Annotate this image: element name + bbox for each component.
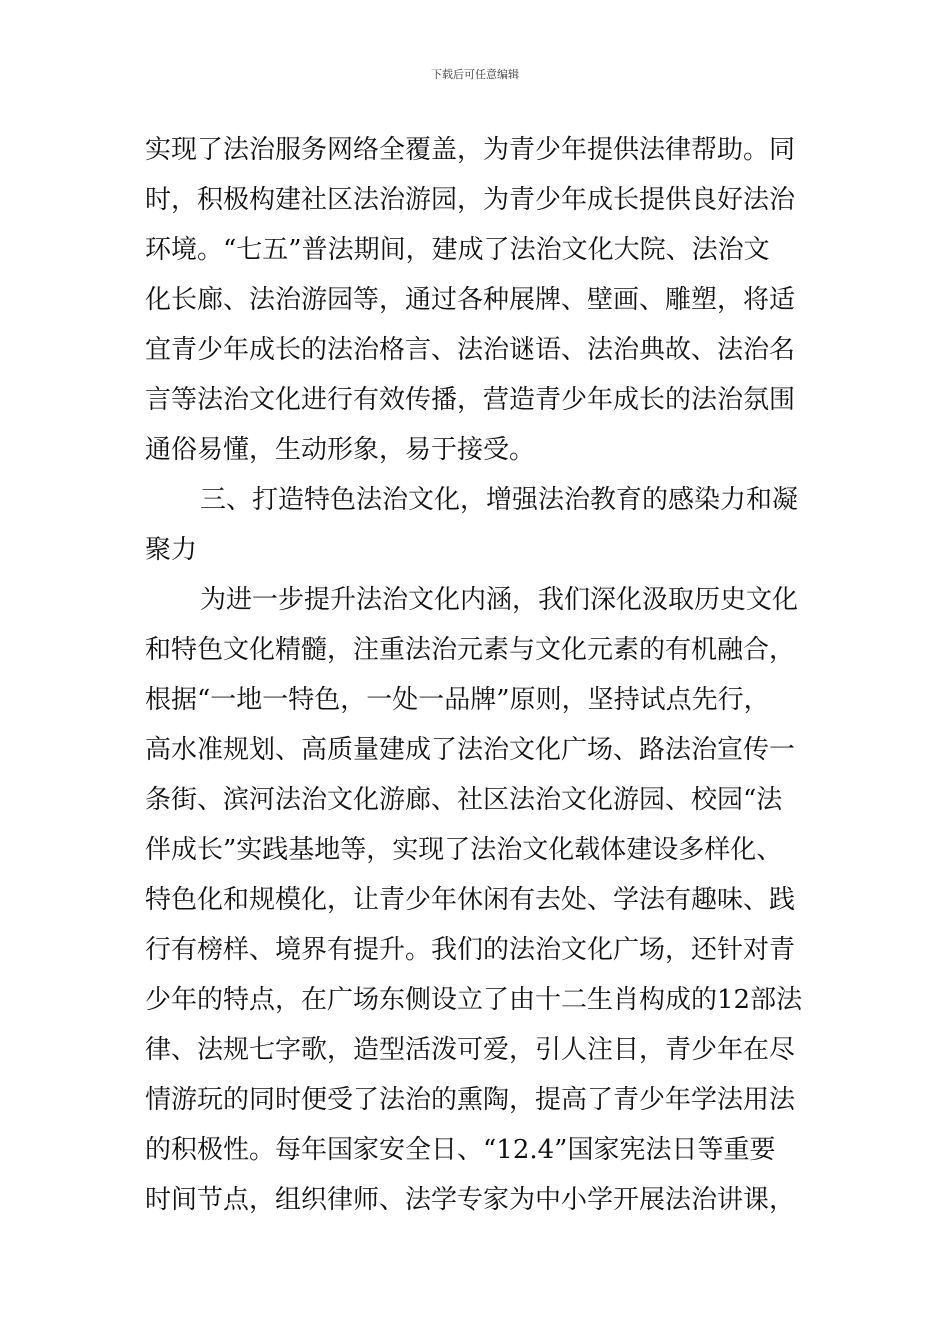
text-line: 根据“一地一特色，一处一品牌”原则，坚持试点先行， xyxy=(145,685,770,715)
text-line: 情游玩的同时便受了法治的熏陶，提高了青少年学法用法 xyxy=(145,1085,796,1115)
section-heading-cont: 聚力 xyxy=(145,535,198,565)
section-heading: 三、打造特色法治文化，增强法治教育的感染力和凝 xyxy=(200,485,799,515)
text-line: 的积极性。每年国家安全日、“12.4”国家宪法日等重要 xyxy=(145,1135,776,1165)
text-line: 通俗易懂，生动形象，易于接受。 xyxy=(145,435,536,465)
text-line: 高水准规划、高质量建成了法治文化广场、路法治宣传一 xyxy=(145,735,796,765)
header-note: 下载后可任意编辑 xyxy=(431,68,519,81)
text-line: 化长廊、法治游园等，通过各种展牌、壁画、雕塑，将适 xyxy=(145,285,796,315)
text-line: 特色化和规模化，让青少年休闲有去处、学法有趣味、践 xyxy=(145,885,796,915)
text-line: 言等法治文化进行有效传播，营造青少年成长的法治氛围 xyxy=(145,385,796,415)
text-line: 行有榜样、境界有提升。我们的法治文化广场，还针对青 xyxy=(145,935,796,965)
text-line: 环境。“七五”普法期间，建成了法治文化大院、法治文 xyxy=(145,235,770,265)
text-line: 伴成长”实践基地等，实现了法治文化载体建设多样化、 xyxy=(145,835,783,865)
text-line: 宜青少年成长的法治格言、法治谜语、法治典故、法治名 xyxy=(145,335,796,365)
text-line: 条街、滨河法治文化游廊、社区法治文化游园、校园“法 xyxy=(145,785,783,815)
text-line: 时，积极构建社区法治游园，为青少年成长提供良好法治 xyxy=(145,185,796,215)
text-line: 和特色文化精髓，注重法治元素与文化元素的有机融合， xyxy=(145,635,796,665)
text-line: 律、法规七字歌，造型活泼可爱，引人注目，青少年在尽 xyxy=(145,1035,796,1065)
text-line: 为进一步提升法治文化内涵，我们深化汲取历史文化 xyxy=(200,585,799,615)
text-line: 实现了法治服务网络全覆盖，为青少年提供法律帮助。同 xyxy=(145,135,796,165)
text-line: 少年的特点，在广场东侧设立了由十二生肖构成的12部法 xyxy=(145,985,803,1015)
text-line: 时间节点，组织律师、法学专家为中小学开展法治讲课， xyxy=(145,1185,796,1215)
